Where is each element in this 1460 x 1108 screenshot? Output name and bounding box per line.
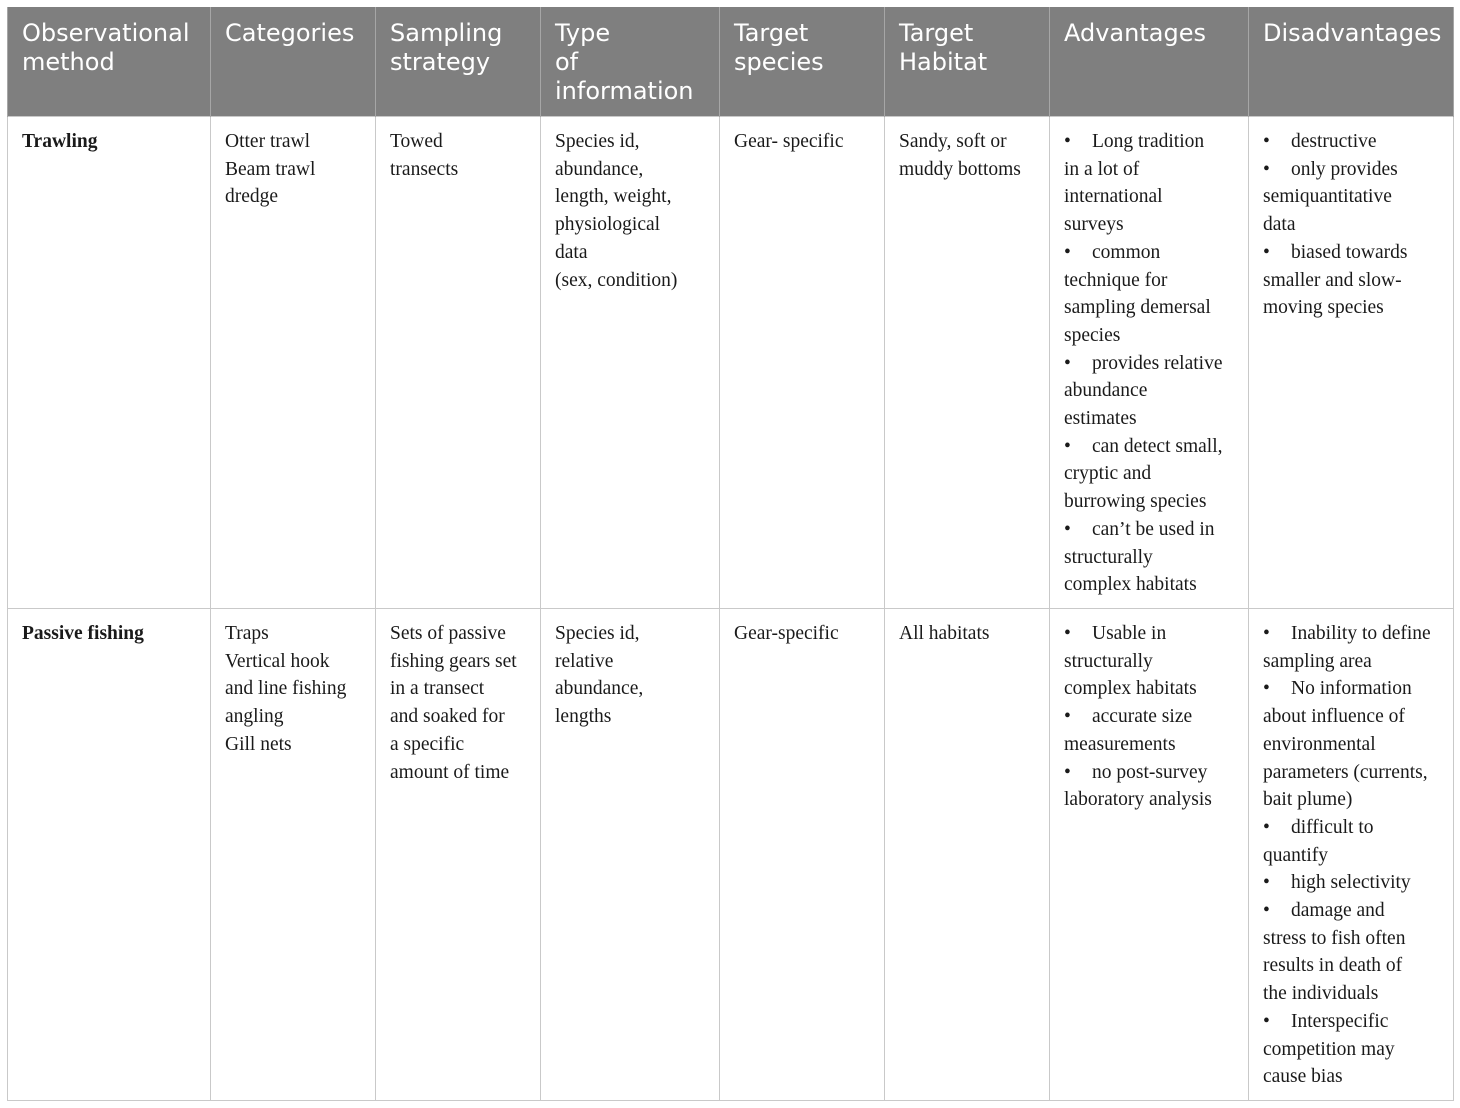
column-header-line: Observational [22,19,190,47]
bullet-text: provides relative [1092,352,1223,374]
bullet-text: destructive [1291,131,1377,152]
column-header-line: of [555,48,579,76]
bullet-text: cryptic and [1064,463,1152,485]
cell-text: Gear- specific [734,131,844,152]
cell-categories [211,609,376,1101]
methods-table-container [7,7,1453,1101]
column-header-line: information [555,77,694,105]
cell-text: muddy bottoms [899,158,1021,180]
column-header-line: Advantages [1064,19,1206,47]
bullet-dot-icon: • [1064,761,1071,783]
bullet-dot-icon: • [1064,435,1071,457]
cell-target-habitat [885,117,1050,609]
cell-text: dredge [225,186,279,208]
cell-text: Gill nets [225,733,292,755]
cell-text: Gear-specific [734,623,839,644]
bullet-text: the individuals [1263,983,1379,1005]
cell-type-of-information [541,117,720,609]
cell-text: abundance, [555,678,644,700]
bullet-dot-icon: • [1263,623,1270,644]
cell-target-species [720,609,885,1101]
bullet-text: sampling area [1263,650,1372,672]
column-header-sampling-strategy [376,7,541,117]
column-header-target-habitat [885,7,1050,117]
bullet-text: damage and [1291,900,1385,922]
bullet-text: can’t be used in [1092,518,1215,540]
bullet-item [1263,1008,1445,1091]
bullet-text: no post-survey [1092,761,1208,783]
column-header-line: Type [555,19,611,47]
cell-categories [211,117,376,609]
bullet-item [1064,128,1240,239]
table-row [8,117,1454,609]
bullet-text: bait plume) [1263,789,1353,811]
bullet-dot-icon: • [1263,131,1270,152]
bullet-text: species [1064,324,1121,346]
cell-disadvantages [1249,117,1454,609]
bullet-text: measurements [1064,733,1176,755]
bullet-dot-icon: • [1263,158,1270,180]
bullet-text: cause bias [1263,1066,1343,1088]
bullet-item [1263,869,1445,897]
bullet-item [1064,433,1240,516]
cell-text: Passive fishing [22,623,144,644]
cell-text: length, weight, [555,186,672,208]
cell-sampling-strategy [376,609,541,1101]
bullet-text: Usable in [1092,623,1167,644]
column-header-line: strategy [390,48,491,76]
cell-text: Vertical hook [225,650,330,672]
column-header-line: species [734,48,824,76]
column-header-line: Disadvantages [1263,19,1442,47]
bullet-text: results in death of [1263,955,1403,977]
cell-text: Otter trawl [225,131,311,152]
cell-text: abundance, [555,158,644,180]
bullet-text: estimates [1064,408,1137,430]
bullet-text: competition may [1263,1038,1395,1060]
bullet-text: data [1263,214,1296,236]
bullet-text: Long tradition [1092,131,1205,152]
bullet-text: moving species [1263,297,1384,319]
column-header-line: method [22,48,115,76]
column-header-target-species [720,7,885,117]
table-row [8,609,1454,1101]
bullet-text: in a lot of [1064,158,1140,180]
bullet-dot-icon: • [1263,1010,1270,1032]
column-header-disadvantages [1249,7,1454,117]
column-header-observational-method [8,7,211,117]
bullet-text: environmental [1263,733,1376,755]
column-header-type-of-information [541,7,720,117]
bullet-text: can detect small, [1092,435,1223,457]
bullet-text: semiquantitative [1263,186,1392,208]
bullet-text: structurally [1064,650,1153,672]
bullet-text: difficult to [1291,816,1374,838]
cell-text: Trawling [22,131,98,152]
column-header-line: Habitat [899,48,988,76]
bullet-dot-icon: • [1064,131,1071,152]
cell-text: a specific [390,733,465,755]
bullet-item [1263,814,1445,869]
bullet-item [1064,703,1240,758]
cell-sampling-strategy [376,117,541,609]
cell-text: Sandy, soft or [899,131,1007,152]
bullet-text: sampling demersal [1064,297,1211,319]
cell-text: data [555,241,588,263]
bullet-text: only provides [1291,158,1398,180]
bullet-text: No information [1291,678,1412,700]
cell-text: physiological [555,214,661,236]
bullet-text: technique for [1064,269,1168,291]
bullet-item [1263,675,1445,814]
column-header-categories [211,7,376,117]
bullet-item [1263,897,1445,1008]
bullet-item [1263,239,1445,322]
bullet-dot-icon: • [1263,816,1270,838]
column-header-line: Sampling [390,19,503,47]
cell-text: Species id, [555,131,640,152]
bullet-text: burrowing species [1064,491,1207,513]
cell-target-species [720,117,885,609]
cell-text: in a transect [390,678,485,700]
cell-method [8,117,211,609]
cell-type-of-information [541,609,720,1101]
cell-text: Sets of passive [390,623,506,644]
cell-text: and soaked for [390,706,505,728]
bullet-item [1064,759,1240,814]
bullet-dot-icon: • [1064,706,1071,728]
bullet-text: accurate size [1092,706,1193,728]
bullet-text: Inability to define [1291,623,1431,644]
column-header-line: Target [899,19,974,47]
bullet-dot-icon: • [1064,518,1071,540]
bullet-text: Interspecific [1291,1010,1389,1032]
bullet-text: high selectivity [1291,872,1411,894]
bullet-text: international [1064,186,1163,208]
bullet-dot-icon: • [1263,678,1270,700]
column-header-advantages [1050,7,1249,117]
bullet-dot-icon: • [1064,623,1071,644]
bullet-text: about influence of [1263,706,1405,728]
column-header-line: Categories [225,19,355,47]
cell-text: (sex, condition) [555,269,678,291]
bullet-item [1064,350,1240,433]
bullet-item [1064,516,1240,599]
header-row [8,7,1454,117]
cell-text: and line fishing [225,678,347,700]
cell-text: fishing gears set [390,650,517,672]
bullet-text: complex habitats [1064,574,1197,596]
cell-disadvantages [1249,609,1454,1101]
cell-target-habitat [885,609,1050,1101]
bullet-dot-icon: • [1263,900,1270,922]
bullet-dot-icon: • [1263,241,1270,263]
cell-advantages [1050,117,1249,609]
cell-text: transects [390,158,459,180]
bullet-dot-icon: • [1064,352,1071,374]
observational-methods-table [7,7,1454,1101]
cell-text: angling [225,706,284,728]
bullet-text: common [1092,241,1161,263]
bullet-text: abundance [1064,380,1148,402]
bullet-text: biased towards [1291,241,1408,263]
cell-method [8,609,211,1101]
bullet-dot-icon: • [1263,872,1270,894]
bullet-item [1263,128,1445,156]
cell-text: All habitats [899,623,990,644]
bullet-text: stress to fish often [1263,927,1406,949]
cell-text: lengths [555,706,612,728]
bullet-text: quantify [1263,844,1328,866]
cell-text: Towed [390,131,443,152]
cell-text: Traps [225,623,269,644]
cell-text: Beam trawl [225,158,316,180]
cell-text: Species id, [555,623,640,644]
bullet-text: laboratory analysis [1064,789,1212,811]
bullet-text: surveys [1064,214,1124,236]
cell-advantages [1050,609,1249,1101]
cell-text: amount of time [390,761,510,783]
bullet-item [1064,239,1240,350]
bullet-text: smaller and slow- [1263,269,1402,291]
bullet-item [1064,620,1240,703]
bullet-item [1263,156,1445,239]
bullet-text: structurally [1064,546,1153,568]
bullet-text: parameters (currents, [1263,761,1428,783]
bullet-text: complex habitats [1064,678,1197,700]
bullet-item [1263,620,1445,675]
bullet-dot-icon: • [1064,241,1071,263]
column-header-line: Target [734,19,809,47]
cell-text: relative [555,650,614,672]
